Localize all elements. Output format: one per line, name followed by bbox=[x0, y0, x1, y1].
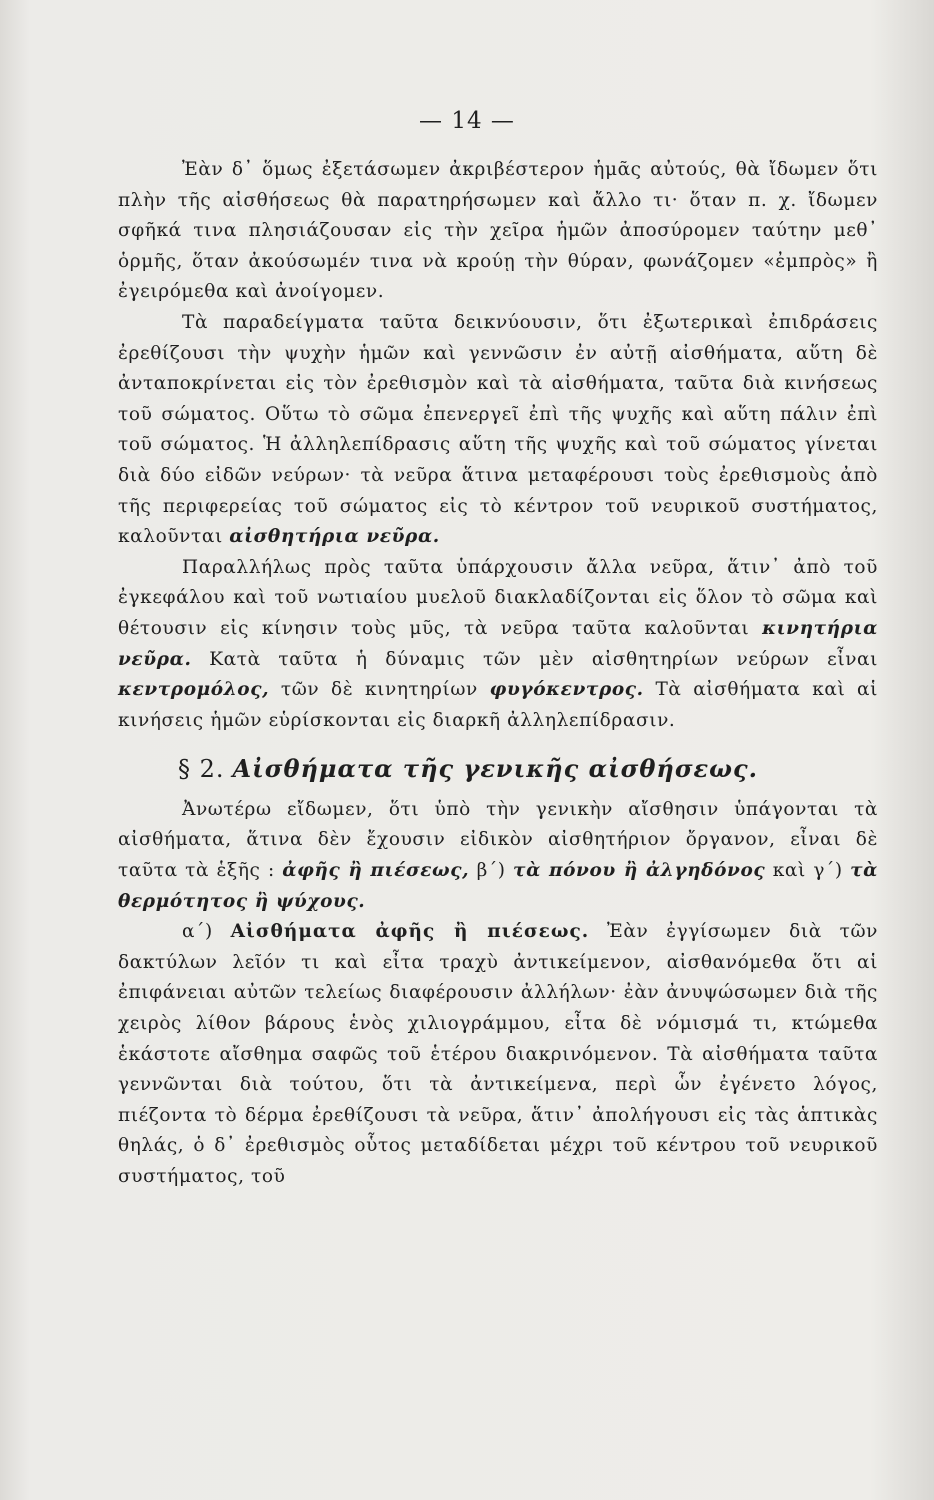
paragraph-5 bbox=[118, 917, 878, 1192]
section-heading bbox=[118, 754, 878, 785]
subsection-title: Αἰσθήματα ἀφῆς ἢ πιέσεως. bbox=[230, 921, 590, 943]
term-motor-nerves: κινητήρια νεῦρα. bbox=[118, 617, 879, 670]
paragraph-3-text-a: Παραλλήλως πρὸς ταῦτα ὑπάρχουσιν ἄλλα νεῦρα, ἅτιν᾽ ἀπὸ τοῦ ἐγκεφάλου καὶ τοῦ νωτιαίου μυελοῦ διακλαδίζονται εἰς ὅλον τὸ σῶμα καὶ θέτουσιν εἰς κίνησιν τοὺς μῦς, τὰ νεῦρα ταῦτα καλοῦνται bbox=[118, 556, 878, 639]
paragraph-3-text-c: τῶν δὲ κινητηρίων bbox=[280, 679, 478, 701]
term-sensory-nerves: αἰσθητήρια νεῦρα. bbox=[229, 526, 440, 548]
paragraph-4-text-c: καὶ γ΄) bbox=[772, 860, 843, 882]
paragraph-4-text-b: β΄) bbox=[476, 860, 506, 882]
paragraph-2 bbox=[118, 308, 878, 553]
paragraph-3 bbox=[118, 553, 878, 737]
term-centrifugal: φυγόκεντρος. bbox=[489, 679, 644, 701]
paragraph-4 bbox=[118, 795, 878, 917]
term-heat-cold: τὰ θερμότητος ἢ ψύχους. bbox=[118, 860, 878, 912]
term-touch-pressure: ἀφῆς ἢ πιέσεως, bbox=[282, 860, 470, 882]
paragraph-3-text-d: Τὰ αἰσθήματα καὶ αἱ κινήσεις ἡμῶν εὑρίσκονται εἰς διαρκῆ ἀλληλεπίδρασιν. bbox=[118, 679, 878, 731]
paragraph-3-text-b: Κατὰ ταῦτα ἡ δύναμις τῶν μὲν αἰσθητηρίων νεύρων εἶναι bbox=[209, 648, 878, 670]
paragraph-2-text: Τὰ παραδείγματα ταῦτα δεικνύουσιν, ὅτι ἐξωτερικαὶ ἐπιδράσεις ἐρεθίζουσι τὴν ψυχὴν ἡμῶν καὶ γεννῶσιν ἐν αὐτῇ αἰσθήματα, αὕτη δὲ ἀνταποκρίνεται εἰς τὸν ἐρεθισμὸν καὶ τὰ αἰσθήματα, ταῦτα διὰ κινήσεως τοῦ σώματος. Οὕτω τὸ σῶμα ἐπενεργεῖ ἐπὶ τῆς ψυχῆς καὶ αὕτη πάλιν ἐπὶ τοῦ σώματος. Ἡ ἀλληλεπίδρασις αὕτη τῆς ψυχῆς καὶ τοῦ σώματος γίνεται διὰ δύο εἰδῶν νεύρων· τὰ νεῦρα ἅτινα μεταφέρουσι τοὺς ἐρεθισμοὺς ἀπὸ τῆς περιφερείας τοῦ σώματος εἰς τὸ κέντρον τοῦ νευρικοῦ συστήματος, καλοῦνται bbox=[118, 311, 878, 548]
section-title: Αἰσθήματα τῆς γενικῆς αἰσθήσεως. bbox=[232, 754, 758, 784]
paragraph-5-text: Ἐὰν ἐγγίσωμεν διὰ τῶν δακτύλων λεῖόν τι καὶ εἶτα τραχὺ ἀντικείμενον, αἰσθανόμεθα ὅτι αἱ ἐπιφάνειαι αὐτῶν τελείως διαφέρουσιν ἀλλήλων· ἐὰν ἀνυψώσωμεν διὰ τῆς χειρὸς λίθον βάρους ἑνὸς χιλιογράμμου, εἶτα δὲ νόμισμά τι, κτώμεθα ἑκάστοτε αἴσθημα σαφῶς τοῦ ἑτέρου διακρινόμενον. Τὰ αἰσθήματα ταῦτα γεννῶνται διὰ τούτου, ὅτι τὰ ἀντικείμενα, περὶ ὧν ἐγένετο λόγος, πιέζοντα τὸ δέρμα ἐρεθίζουσι τὰ νεῦρα, ἅτιν᾽ ἀπολήγουσι εἰς τὰς ἁπτικὰς θηλάς, ὁ δ᾽ ἐρεθισμὸς οὗτος μεταδίδεται μέχρι τοῦ κέντρου τοῦ νευρικοῦ συστήματος, τοῦ bbox=[118, 921, 879, 1187]
subsection-label: α΄) bbox=[182, 921, 213, 943]
page-number: — 14 — bbox=[419, 108, 515, 134]
paragraph-1: Ἐὰν δ᾽ ὅμως ἐξετάσωμεν ἀκριβέστερον ἡμᾶς αὐτούς, θὰ ἴδωμεν ὅτι πλὴν τῆς αἰσθήσεως θὰ παρατηρήσωμεν καὶ ἄλλο τι· ὅταν π. χ. ἴδωμεν σφῆκά τινα πλησιάζουσαν εἰς τὴν χεῖρα ἡμῶν ἀποσύρομεν ταύτην μεθ᾽ ὁρμῆς, ὅταν ἀκούσωμέν τινα νὰ κρούῃ τὴν θύραν, φωνάζομεν «ἐμπρὸς» ἢ ἐγειρόμεθα καὶ ἀνοίγομεν. bbox=[118, 159, 878, 303]
term-centripetal: κεντρομόλος, bbox=[118, 679, 270, 701]
page-body bbox=[118, 155, 878, 1193]
term-pain: τὰ πόνου ἢ ἀλγηδόνος bbox=[513, 860, 766, 882]
paragraph-4-text-a: Ἀνωτέρω εἴδωμεν, ὅτι ὑπὸ τὴν γενικὴν αἴσθησιν ὑπάγονται τὰ αἰσθήματα, ἅτινα δὲν ἔχουσιν εἰδικὸν αἰσθητήριον ὄργανον, εἶναι δὲ ταῦτα τὰ ἑξῆς : bbox=[118, 798, 878, 882]
section-number: § 2. bbox=[178, 755, 225, 784]
